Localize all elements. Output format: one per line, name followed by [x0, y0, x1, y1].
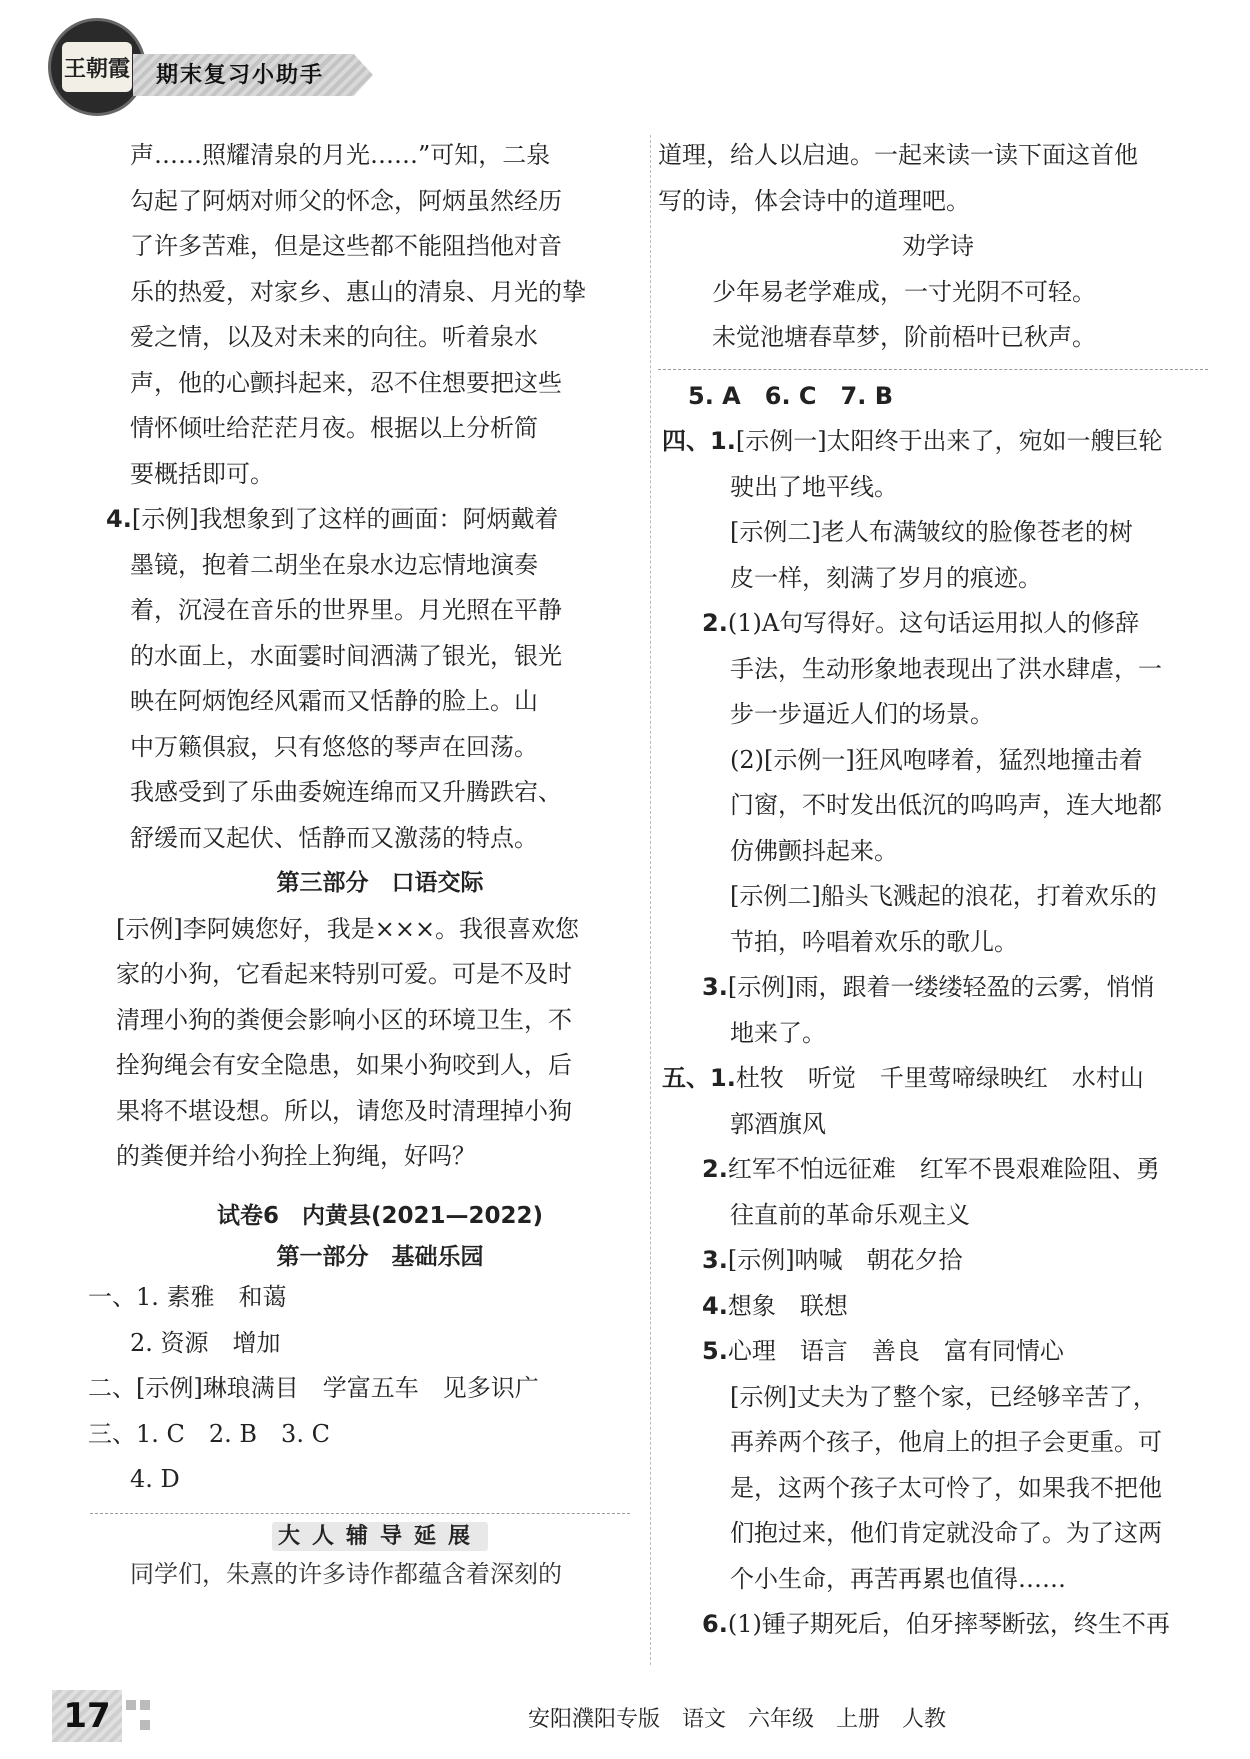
text-line: 想象 联想 — [727, 1291, 848, 1320]
page-header — [48, 18, 378, 118]
poem-title: 劝学诗 — [902, 232, 974, 260]
answer-line: 5. A 6. C 7. B — [688, 381, 893, 410]
column-divider — [650, 135, 651, 1665]
poem-line: 少年易老学难成，一寸光阴不可轻。 — [712, 277, 1096, 306]
text-line: [示例]呐喊 朝花夕拾 — [727, 1246, 963, 1274]
text-line: 往直前的革命乐观主义 — [730, 1200, 970, 1229]
answer-block — [668, 601, 1208, 647]
text-line: 红军不怕远征难 红军不畏艰难险阻、勇 — [727, 1155, 1160, 1183]
text-line: 郭酒旗风 — [730, 1109, 826, 1138]
text-line: 果将不堪设想。所以，请您及时清理掉小狗 — [116, 1096, 572, 1125]
text-line: 再养两个孩子，他肩上的担子会更重。可 — [730, 1428, 1162, 1456]
text-line: 步一步逼近人们的场景。 — [730, 700, 994, 728]
text-line: [示例二]老人布满皱纹的脸像苍老的树 — [730, 518, 1133, 546]
page-footer — [0, 1690, 1250, 1750]
answer-line: 三、1. C 2. B 3. C — [88, 1419, 330, 1448]
question-number: 4. — [106, 505, 132, 533]
text-line: 节拍，吟唱着欢乐的歌儿。 — [730, 927, 1018, 956]
text-line: 是，这两个孩子太可怜了，如果我不把他 — [730, 1473, 1162, 1502]
question-number: 2. — [702, 609, 728, 637]
oral-communication-answer — [116, 907, 630, 1180]
text-line: 们抱过来，他们肯定就没命了。为了这两 — [730, 1519, 1162, 1547]
answer-line: 一、1. 素雅 和蔼 — [88, 1283, 287, 1311]
text-line: 乐的热爱，对家乡、惠山的清泉、月光的挚 — [130, 277, 586, 306]
answer-4 — [106, 497, 630, 543]
header-title: 期末复习小助手 — [156, 63, 325, 88]
text-line: 家的小狗，它看起来特别可爱。可是不及时 — [116, 960, 572, 988]
dashed-divider — [658, 369, 1208, 370]
page-number: 17 — [52, 1690, 122, 1742]
answer-line: 4. D — [130, 1465, 180, 1493]
question-number: 2. — [702, 1155, 728, 1183]
text-line: 映在阿炳饱经风霜而又恬静的脸上。山 — [130, 687, 538, 715]
text-line: 门窗，不时发出低沉的呜呜声，连大地都 — [730, 791, 1162, 819]
answer-block — [662, 419, 1208, 465]
text-line: 驶出了地平线。 — [730, 472, 898, 501]
section-title: 第一部分 基础乐园 — [276, 1244, 484, 1270]
text-line: 我感受到了乐曲委婉连绵而又升腾跌宕、 — [130, 778, 562, 806]
text-line: 的水面上，水面霎时间洒满了银光，银光 — [130, 641, 562, 670]
text-line: 皮一样，刻满了岁月的痕迹。 — [730, 563, 1042, 592]
dashed-divider — [90, 1513, 630, 1514]
answer-block — [662, 1056, 1208, 1102]
poem-line: 未觉池塘春草梦，阶前梧叶已秋声。 — [712, 323, 1096, 351]
text-line: (2)[示例一]狂风咆哮着，猛烈地撞击着 — [730, 745, 1143, 774]
answer-line: 二、[示例]琳琅满目 学富五车 见多识广 — [88, 1374, 539, 1402]
text-line: [示例一]太阳终于出来了，宛如一艘巨轮 — [735, 427, 1163, 455]
text-line: 墨镜，抱着二胡坐在泉水边忘情地演奏 — [130, 550, 538, 579]
text-line: 中万籁俱寂，只有悠悠的琴声在回荡。 — [130, 732, 538, 761]
question-number: 四、1. — [662, 427, 736, 455]
text-line: [示例]李阿姨您好，我是×××。我很喜欢您 — [116, 914, 580, 943]
question-number: 5. — [702, 1337, 728, 1365]
text-line: [示例]我想象到了这样的画面：阿炳戴着 — [131, 505, 559, 533]
text-line: 道理，给人以启迪。一起来读一读下面这首他 — [658, 141, 1138, 169]
text-line: 声……照耀清泉的月光……”可知，二泉 — [130, 141, 551, 169]
question-number: 五、1. — [662, 1064, 736, 1092]
exam-title: 试卷6 内黄县(2021—2022) — [216, 1202, 544, 1229]
text-line: (1)A句写得好。这句话运用拟人的修辞 — [727, 609, 1140, 637]
text-line: 了许多苦难，但是这些都不能阻挡他对音 — [130, 232, 562, 260]
text-line: 要概括即可。 — [130, 459, 274, 488]
answer-block — [668, 1602, 1208, 1648]
answer-block — [668, 1284, 1208, 1330]
question-number: 3. — [702, 1246, 728, 1274]
text-line: 着，沉浸在音乐的世界里。月光照在平静 — [130, 596, 562, 624]
text-line: 地来了。 — [730, 1018, 826, 1047]
right-column — [658, 133, 1208, 1648]
text-line: 拴狗绳会有安全隐患，如果小狗咬到人，后 — [116, 1051, 572, 1079]
answer-block — [668, 1147, 1208, 1193]
tip-title-text: 大人辅导延展 — [272, 1522, 488, 1551]
footer-edition: 安阳濮阳专版 语文 六年级 上册 人教 — [528, 1707, 947, 1732]
text-line: 仿佛颤抖起来。 — [730, 836, 898, 865]
text-line: 个小生命，再苦再累也值得…… — [730, 1564, 1066, 1593]
answer-block — [668, 965, 1208, 1011]
text-line: 情怀倾吐给茫茫月夜。根据以上分析简 — [130, 414, 538, 442]
text-line: 舒缓而又起伏、恬静而又激荡的特点。 — [130, 823, 538, 852]
text-line: (1)锺子期死后，伯牙摔琴断弦，终生不再 — [727, 1610, 1170, 1638]
text-line: [示例]丈夫为了整个家，已经够辛苦了， — [730, 1382, 1157, 1411]
logo-text: 王朝霞 — [62, 42, 132, 92]
question-number: 3. — [702, 973, 728, 1001]
left-column — [88, 133, 630, 1597]
answer-line: 2. 资源 增加 — [130, 1328, 281, 1357]
text-line: [示例二]船头飞溅起的浪花，打着欢乐的 — [730, 882, 1157, 910]
tip-title — [130, 1522, 630, 1552]
brand-logo — [48, 18, 146, 116]
text-line: 手法，生动形象地表现出了洪水肆虐，一 — [730, 654, 1162, 683]
text-line: 同学们，朱熹的许多诗作都蕴含着深刻的 — [130, 1559, 562, 1588]
text-line: 写的诗，体会诗中的道理吧。 — [658, 186, 970, 215]
text-line: 杜牧 听觉 千里莺啼绿映红 水村山 — [735, 1064, 1144, 1092]
text-line: 勾起了阿炳对师父的怀念，阿炳虽然经历 — [130, 186, 562, 215]
section-title: 第三部分 口语交际 — [276, 870, 484, 896]
text-line: 清理小狗的粪便会影响小区的环境卫生，不 — [116, 1005, 572, 1034]
decorative-squares-icon — [126, 1700, 152, 1740]
text-line: 爱之情，以及对未来的向往。听着泉水 — [130, 323, 538, 351]
answer-block — [668, 1329, 1208, 1375]
question-number: 4. — [702, 1291, 728, 1320]
answer-block — [668, 1238, 1208, 1284]
text-line: 声，他的心颤抖起来，忍不住想要把这些 — [130, 368, 562, 397]
question-number: 6. — [702, 1610, 728, 1638]
text-line: 的粪便并给小狗拴上狗绳，好吗？ — [116, 1142, 476, 1170]
text-line: 心理 语言 善良 富有同情心 — [727, 1337, 1064, 1365]
text-line: [示例]雨，跟着一缕缕轻盈的云雾，悄悄 — [727, 973, 1155, 1001]
